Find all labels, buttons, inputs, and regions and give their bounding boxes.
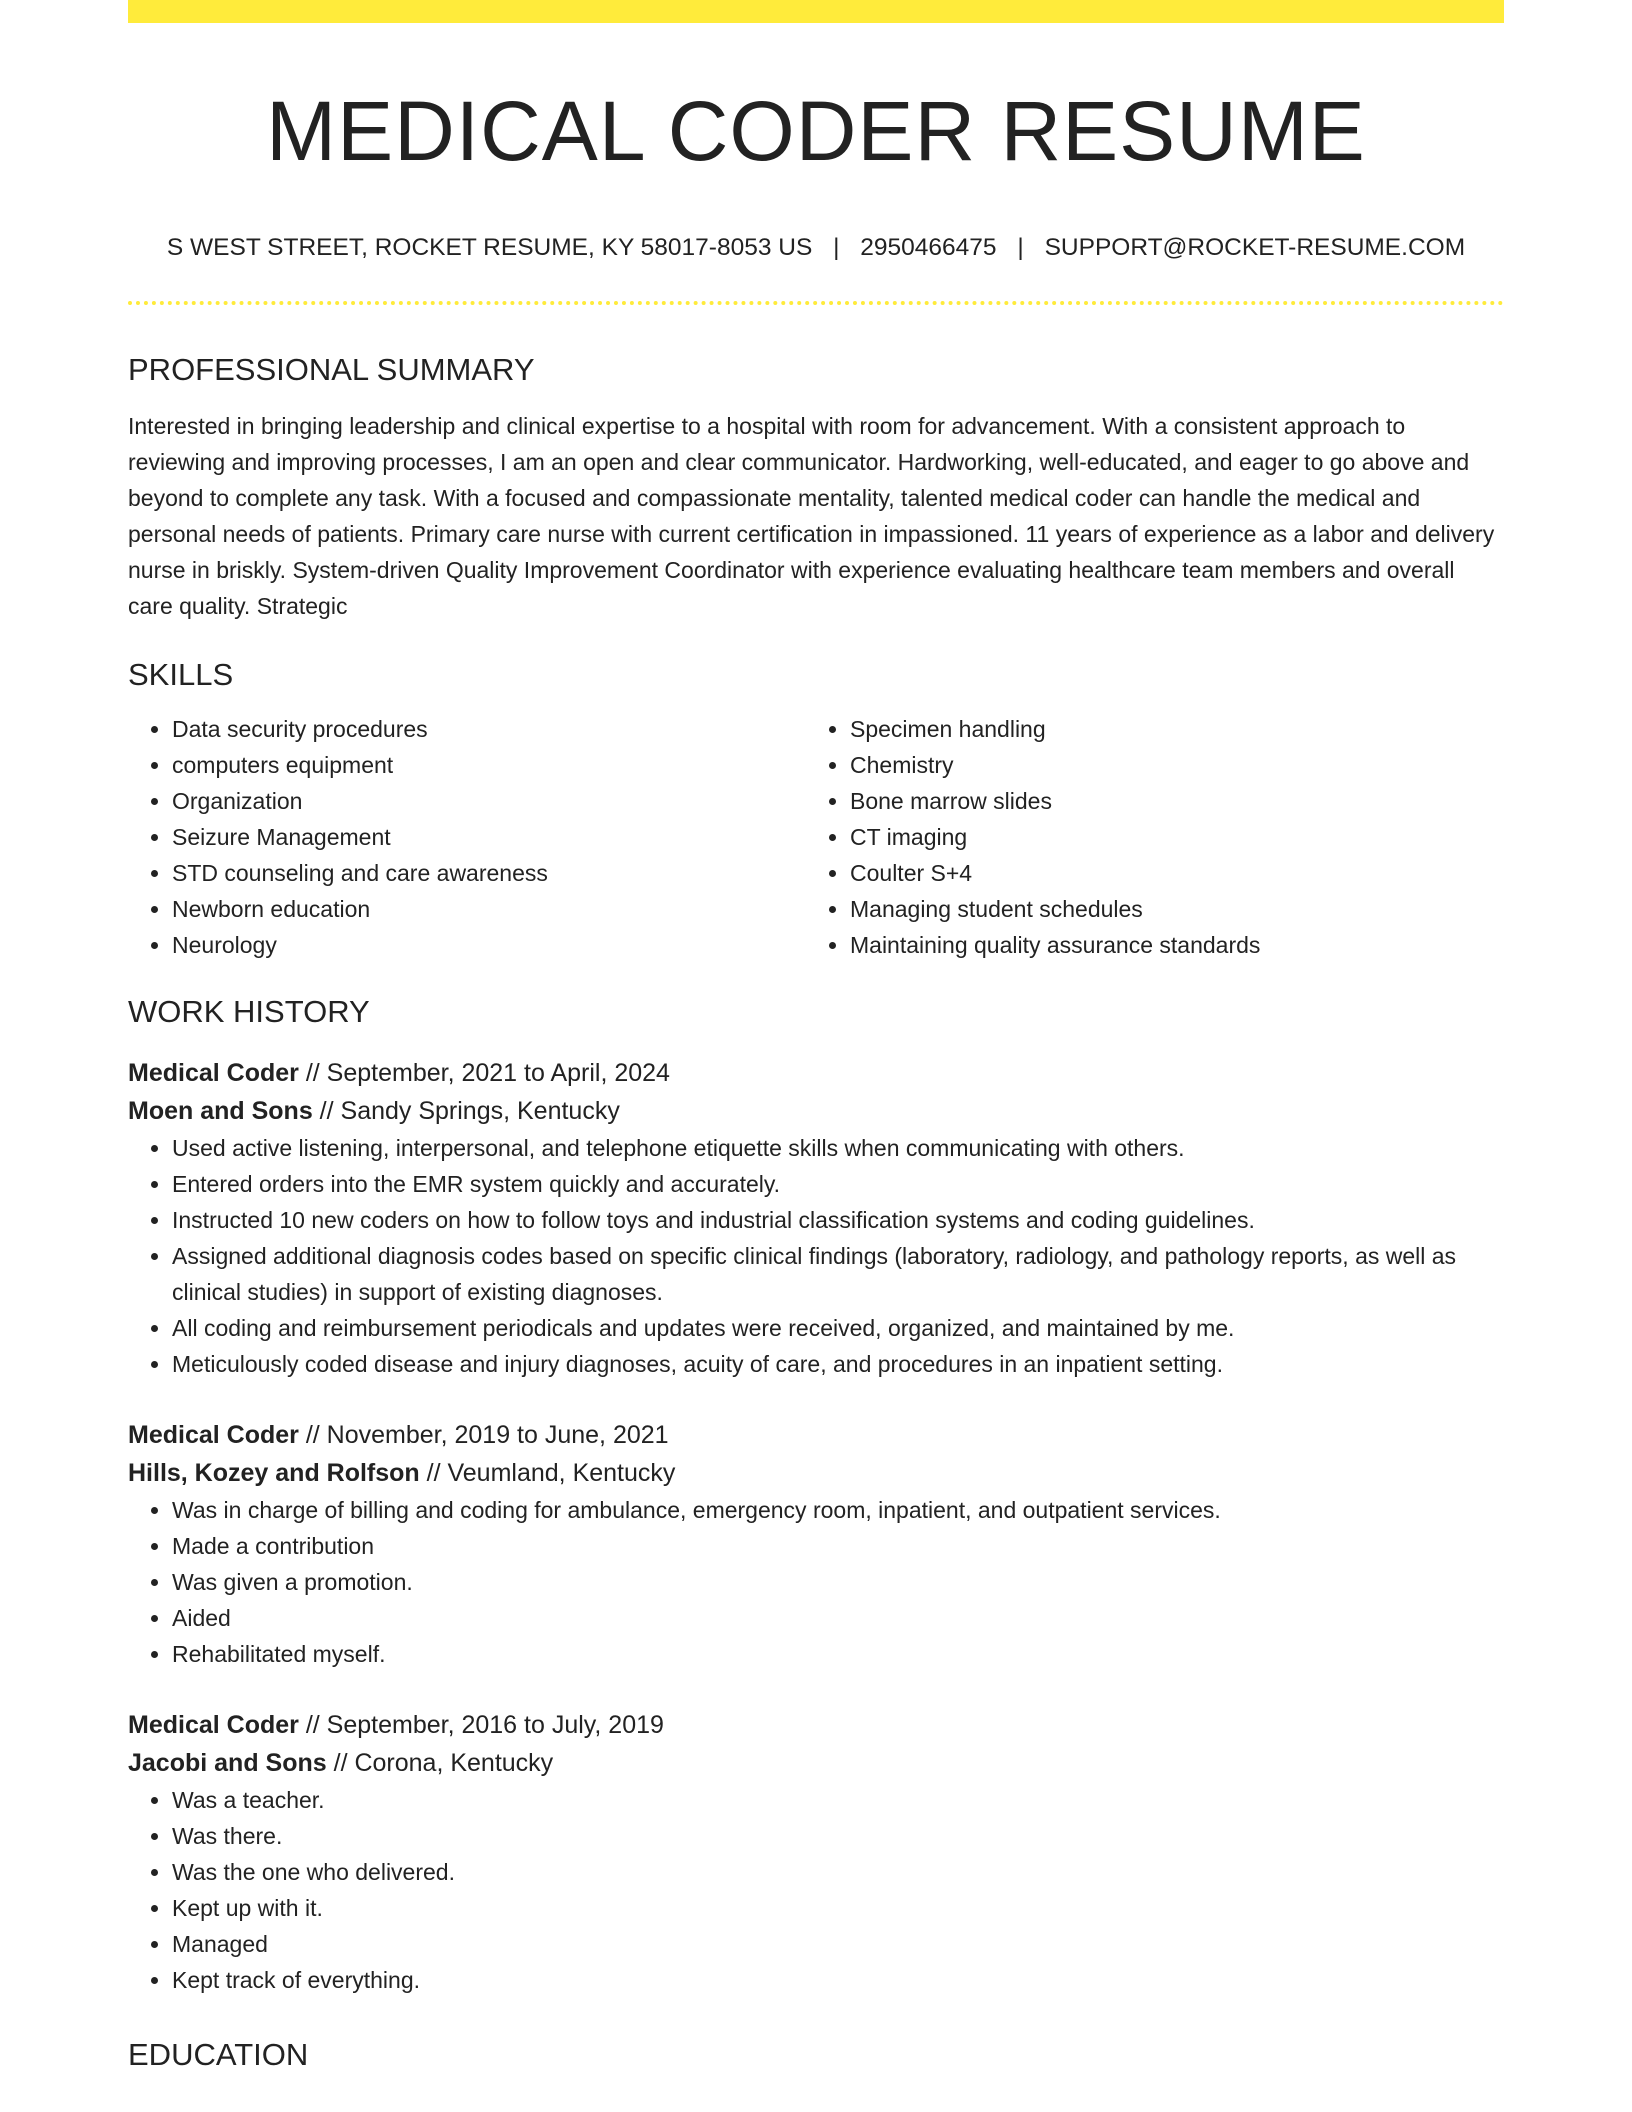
job-bullets (128, 1492, 1504, 1672)
job-dates: // September, 2016 to July, 2019 (298, 1711, 664, 1740)
skill-item: • Maintaining quality assurance standards (850, 927, 1484, 963)
job-bullet: • Was given a promotion. (172, 1564, 1504, 1600)
job-title: Medical Coder (128, 1059, 299, 1088)
work-history-heading: WORK HISTORY (128, 994, 370, 1030)
contact-separator: | (833, 234, 840, 262)
education-heading: EDUCATION (128, 2037, 309, 2073)
job-bullet: • Assigned additional diagnosis codes based on specific clinical findings (laboratory, radiology, and pathology reports, as well as clinical studies) in support of existing diagnoses. (172, 1238, 1504, 1310)
jobs-list (128, 1054, 1504, 1998)
job-bullet: • Kept track of everything. (172, 1962, 1504, 1998)
job-company-line (128, 1744, 1504, 1782)
skill-item: • Data security procedures (172, 711, 806, 747)
job-company-line (128, 1454, 1504, 1492)
skills-list-left (128, 711, 806, 963)
job-bullet: • Aided (172, 1600, 1504, 1636)
job-entry (128, 1054, 1504, 1382)
summary-text: Interested in bringing leadership and clinical expertise to a hospital with room for advancement. With a consistent approach to reviewing and improving processes, I am an open and clear communicator. Hardworking, well-educated, and eager to go above and beyond to complete any task. With a focused and compassionate mentality, talented medical coder can handle the medical and personal needs of patients. Primary care nurse with current certification in impassioned. 11 years of experience as a labor and delivery nurse in briskly. System-driven Quality Improvement Coordinator with experience evaluating healthcare team members and overall care quality. Strategic (128, 412, 1495, 619)
skill-item: • Chemistry (850, 747, 1484, 783)
job-title: Medical Coder (128, 1711, 299, 1740)
job-bullet: • Entered orders into the EMR system quickly and accurately. (172, 1166, 1504, 1202)
job-company: Moen and Sons (128, 1097, 313, 1126)
resume-page (128, 0, 1504, 2074)
job-company: Jacobi and Sons (128, 1749, 327, 1778)
skill-item: • CT imaging (850, 819, 1484, 855)
job-dates: // September, 2021 to April, 2024 (298, 1059, 670, 1088)
skill-item: • Specimen handling (850, 711, 1484, 747)
job-title-line (128, 1054, 1504, 1092)
skills-list-right (806, 711, 1484, 963)
job-entry (128, 1416, 1504, 1672)
job-title-line (128, 1416, 1504, 1454)
job-bullet: • All coding and reimbursement periodicals and updates were received, organized, and maintained by me. (172, 1310, 1504, 1346)
job-bullet: • Managed (172, 1926, 1504, 1962)
skills-grid (128, 711, 1504, 963)
job-location: // Veumland, Kentucky (419, 1459, 676, 1488)
job-bullet: • Was in charge of billing and coding for ambulance, emergency room, inpatient, and outpatient services. (172, 1492, 1504, 1528)
job-bullets (128, 1782, 1504, 1998)
job-bullet: • Was the one who delivered. (172, 1854, 1504, 1890)
skill-item: • Newborn education (172, 891, 806, 927)
job-bullet: • Was a teacher. (172, 1782, 1504, 1818)
job-bullet: • Instructed 10 new coders on how to follow toys and industrial classification systems and coding guidelines. (172, 1202, 1504, 1238)
job-bullet: • Meticulously coded disease and injury diagnoses, acuity of care, and procedures in an inpatient setting. (172, 1346, 1504, 1382)
job-entry (128, 1706, 1504, 1998)
job-bullet: • Was there. (172, 1818, 1504, 1854)
dotted-divider (128, 301, 1504, 305)
job-location: // Corona, Kentucky (326, 1749, 554, 1778)
skill-item: • Coulter S+4 (850, 855, 1484, 891)
skill-item: • STD counseling and care awareness (172, 855, 806, 891)
job-company: Hills, Kozey and Rolfson (128, 1459, 420, 1488)
skill-item: • Seizure Management (172, 819, 806, 855)
contact-address: S WEST STREET, ROCKET RESUME, KY 58017-8053 US (166, 234, 813, 262)
skill-item: • Bone marrow slides (850, 783, 1484, 819)
top-accent-bar (128, 0, 1504, 23)
skill-item: • Organization (172, 783, 806, 819)
job-location: // Sandy Springs, Kentucky (312, 1097, 620, 1126)
job-bullet: • Rehabilitated myself. (172, 1636, 1504, 1672)
job-title-line (128, 1706, 1504, 1744)
skill-item: • Neurology (172, 927, 806, 963)
contact-line (128, 233, 1504, 262)
job-company-line (128, 1092, 1504, 1130)
job-bullets (128, 1130, 1504, 1382)
summary-heading: PROFESSIONAL SUMMARY (128, 351, 535, 387)
job-bullet: • Kept up with it. (172, 1890, 1504, 1926)
skill-item: • Managing student schedules (850, 891, 1484, 927)
job-bullet: • Made a contribution (172, 1528, 1504, 1564)
skill-item: • computers equipment (172, 747, 806, 783)
job-title: Medical Coder (128, 1421, 299, 1450)
job-bullet: • Used active listening, interpersonal, and telephone etiquette skills when communicating with others. (172, 1130, 1504, 1166)
contact-phone: 2950466475 (860, 234, 997, 262)
resume-title: MEDICAL CODER RESUME (266, 84, 1366, 178)
contact-separator: | (1017, 234, 1024, 262)
skills-heading: SKILLS (128, 656, 234, 692)
contact-email: SUPPORT@ROCKET-RESUME.COM (1044, 234, 1466, 262)
job-dates: // November, 2019 to June, 2021 (298, 1421, 669, 1450)
